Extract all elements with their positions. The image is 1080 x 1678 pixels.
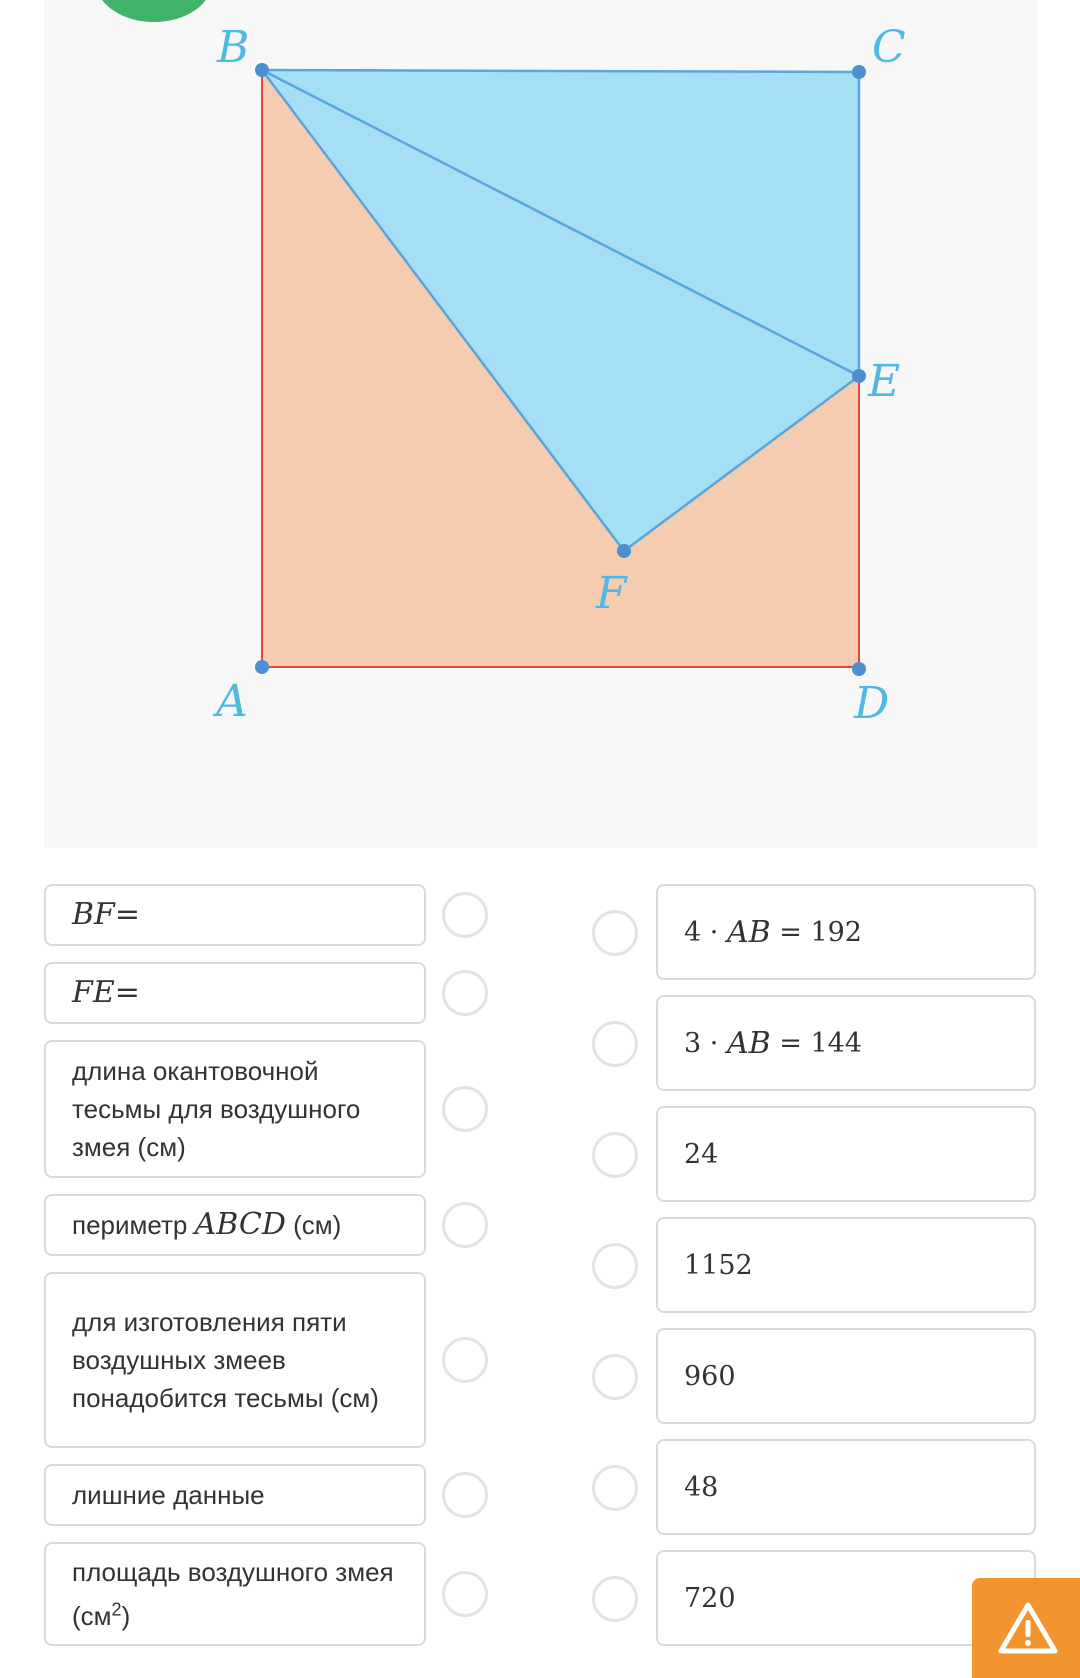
warning-icon <box>997 1600 1059 1656</box>
right-item-48[interactable] <box>656 1439 1036 1535</box>
right-item-3ab[interactable] <box>656 995 1036 1091</box>
left-item-suffix: (см) <box>285 1210 342 1240</box>
right-item-24[interactable] <box>656 1106 1036 1202</box>
right-radio-4[interactable] <box>592 1243 638 1289</box>
left-item-sup: 2 <box>111 1599 122 1620</box>
right-item-1152[interactable] <box>656 1217 1036 1313</box>
right-item-suffix: = 192 <box>770 916 862 948</box>
left-radio-5[interactable] <box>442 1337 488 1383</box>
right-item-coef: 4 · <box>684 916 727 948</box>
left-item-fe[interactable] <box>44 962 426 1024</box>
left-item-text: лишние данные <box>72 1480 265 1510</box>
left-item-bf[interactable] <box>44 884 426 946</box>
label-f: F <box>596 568 627 619</box>
point-b <box>255 63 269 77</box>
left-item-extra-data[interactable] <box>44 1464 426 1526</box>
right-radio-7[interactable] <box>592 1576 638 1622</box>
point-f <box>617 544 631 558</box>
right-item-coef: 3 · <box>684 1027 727 1059</box>
point-c <box>852 65 866 79</box>
label-c: C <box>872 22 906 73</box>
left-item-tape-length[interactable] <box>44 1040 426 1178</box>
left-radio-3[interactable] <box>442 1086 488 1132</box>
point-d <box>852 662 866 676</box>
point-e <box>852 369 866 383</box>
right-item-math: AB <box>726 914 771 950</box>
report-problem-button[interactable] <box>972 1578 1080 1678</box>
right-item-value: 960 <box>684 1360 736 1392</box>
right-item-value: 1152 <box>684 1249 753 1281</box>
right-item-value: 48 <box>684 1471 719 1503</box>
right-radio-6[interactable] <box>592 1465 638 1511</box>
left-item-math: ABCD <box>194 1207 286 1242</box>
left-item-suffix: = <box>114 975 140 1010</box>
right-radio-1[interactable] <box>592 910 638 956</box>
right-radio-5[interactable] <box>592 1354 638 1400</box>
left-radio-4[interactable] <box>442 1202 488 1248</box>
left-item-math: FE <box>72 975 115 1010</box>
left-item-suffix: ) <box>121 1601 131 1631</box>
right-item-math: AB <box>726 1025 771 1061</box>
label-e: E <box>868 356 901 407</box>
left-item-math: BF <box>72 897 115 932</box>
left-item-five-kites[interactable] <box>44 1272 426 1448</box>
left-item-perimeter[interactable] <box>44 1194 426 1256</box>
left-radio-2[interactable] <box>442 970 488 1016</box>
right-item-960[interactable] <box>656 1328 1036 1424</box>
point-a <box>255 660 269 674</box>
label-d: D <box>854 678 890 729</box>
left-item-prefix: площадь воздушного змея (см <box>72 1557 394 1631</box>
right-item-value: 24 <box>684 1138 719 1170</box>
left-radio-1[interactable] <box>442 892 488 938</box>
label-a: A <box>216 676 248 727</box>
left-radio-7[interactable] <box>442 1571 488 1617</box>
left-item-text: для изготовления пяти воздушных змеев понадобится тесьмы (см) <box>72 1307 379 1413</box>
right-radio-3[interactable] <box>592 1132 638 1178</box>
right-item-suffix: = 144 <box>770 1027 862 1059</box>
left-item-kite-area[interactable] <box>44 1542 426 1646</box>
right-item-value: 720 <box>684 1582 736 1614</box>
left-item-suffix: = <box>114 897 141 932</box>
label-b: B <box>217 22 250 73</box>
left-item-text: длина окантовочной тесьмы для воздушного змея (см) <box>72 1056 361 1162</box>
right-item-4ab[interactable] <box>656 884 1036 980</box>
right-radio-2[interactable] <box>592 1021 638 1067</box>
left-radio-6[interactable] <box>442 1472 488 1518</box>
left-item-prefix: периметр <box>72 1210 195 1240</box>
